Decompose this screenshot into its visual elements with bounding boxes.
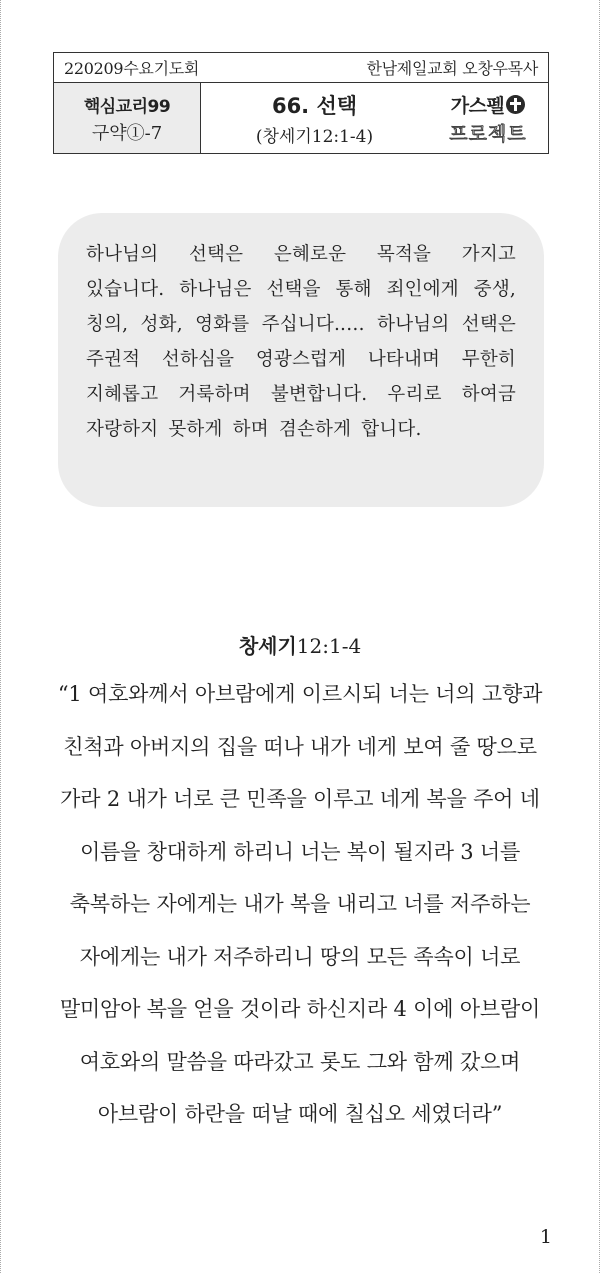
scripture-text bbox=[0, 668, 600, 1141]
summary-box bbox=[58, 213, 544, 507]
scripture-chapter-verse: 12:1-4 bbox=[296, 634, 362, 658]
scripture-line: 친척과 아버지의 집을 떠나 내가 네게 보여 줄 땅으로 bbox=[63, 734, 537, 759]
church-label: 한남제일교회 오창우목사 bbox=[366, 59, 538, 78]
lesson-header bbox=[53, 52, 549, 154]
page-number: 1 bbox=[539, 1226, 552, 1248]
logo-bottom-text: 프로젝트 bbox=[449, 122, 527, 145]
scripture-line: 말미암아 복을 얻을 것이라 하신지라 4 이에 아브람이 bbox=[59, 997, 541, 1021]
series-cell bbox=[54, 83, 201, 153]
date-label: 220209수요기도회 bbox=[64, 59, 200, 78]
series-subtitle: 구약①-7 bbox=[91, 122, 163, 144]
scripture-line: 이름을 창대하게 하리니 너는 복이 될지라 3 너를 bbox=[79, 839, 521, 864]
scripture-reference bbox=[0, 630, 600, 659]
logo-top-line bbox=[451, 91, 526, 118]
scripture-line: 여호와의 말씀을 따라갔고 롯도 그와 함께 갔으며 bbox=[79, 1049, 521, 1074]
gospel-project-logo bbox=[428, 83, 548, 153]
scripture-line: 가라 2 내가 너로 큰 민족을 이루고 네게 복을 주어 네 bbox=[60, 787, 540, 811]
scripture-line: 축복하는 자에게는 내가 복을 내리고 너를 저주하는 bbox=[69, 892, 531, 916]
header-bottom-row bbox=[54, 83, 548, 153]
scripture-line: 자에게는 내가 저주하리니 땅의 모든 족속이 너로 bbox=[79, 944, 521, 969]
cross-icon bbox=[506, 95, 525, 114]
header-top-row bbox=[54, 53, 548, 83]
scripture-line: “1 여호와께서 아브람에게 이르시되 너는 너의 고향과 bbox=[57, 682, 543, 706]
logo-top-text: 가스펠 bbox=[450, 94, 505, 117]
lesson-title: 66. 선택 bbox=[271, 93, 358, 118]
series-title: 핵심교리99 bbox=[83, 96, 171, 117]
scripture-book: 창세기 bbox=[238, 634, 297, 658]
summary-text: 하나님의 선택은 은혜로운 목적을 가지고 있습니다. 하나님은 선택을 통해 죄인에게 중생, 칭의, 성화, 영화를 주십니다..… 하나님의 선택은 주권적 선하심을 영광스럽게 나타내며 무한히 지혜롭고 거룩하며 불변합니다. 우리로 하여금 자랑하지 못하게 하며 겸손하게 합니다. bbox=[86, 244, 516, 440]
scripture-line: 아브람이 하란을 떠날 때에 칠십오 세였더라” bbox=[97, 1102, 503, 1126]
lesson-reference: (창세기12:1-4) bbox=[255, 126, 374, 147]
lesson-cell bbox=[201, 83, 428, 153]
